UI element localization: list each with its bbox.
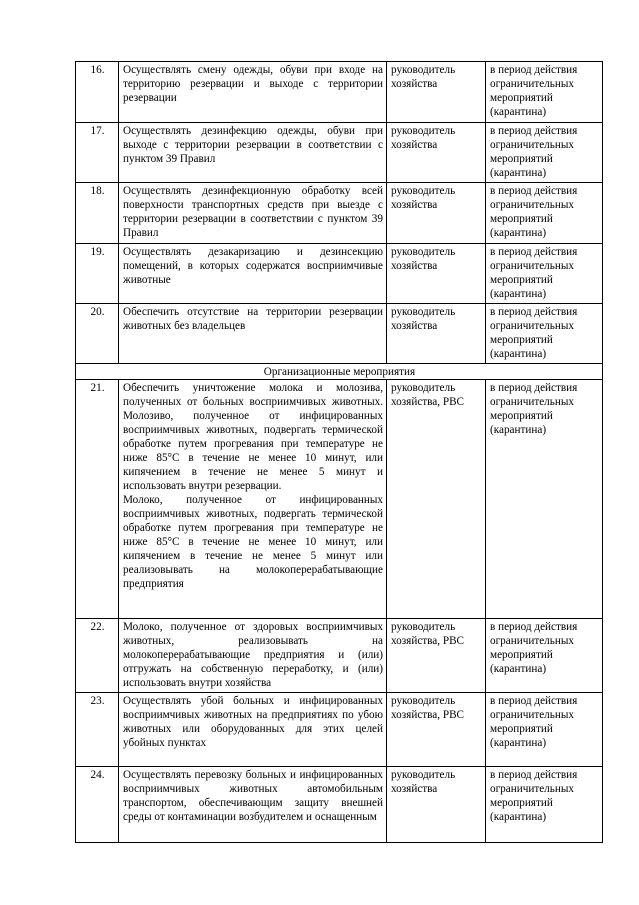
execution-period: в период действия ограничительных мероприятий (карантина)	[486, 693, 603, 767]
row-number: 17.	[76, 123, 119, 183]
measure-description: Обеспечить отсутствие на территории резервации животных без владельцев	[119, 304, 387, 364]
row-number: 22.	[76, 619, 119, 693]
responsible-party: руководитель хозяйства, РВС	[387, 380, 486, 619]
execution-period: в период действия ограничительных мероприятий (карантина)	[486, 767, 603, 843]
execution-period: в период действия ограничительных мероприятий (карантина)	[486, 183, 603, 244]
row-number: 16.	[76, 62, 119, 123]
execution-period: в период действия ограничительных мероприятий (карантина)	[486, 62, 603, 123]
execution-period: в период действия ограничительных мероприятий (карантина)	[486, 123, 603, 183]
measure-description	[119, 380, 387, 619]
table-row	[76, 693, 603, 767]
measure-description: Осуществлять дезинфекционную обработку всей поверхности транспортных средств при выезде с территории резервации в соответствии с пунктом 39 Правил	[119, 183, 387, 244]
table-row	[76, 62, 603, 123]
measure-paragraph-colostrum: Обеспечить уничтожение молока и молозива, полученных от больных восприимчивых животных. Молозиво, полученное от инфицированных восприимчивых животных, подвергать термической обработке путем прогревания при температуре не ниже 85°С в течение не менее 10 минут, или кипячением в течение не менее 5 минут и использовать внутри резервации.	[123, 382, 383, 492]
measure-description: Осуществлять дезинфекцию одежды, обуви при выходе с территории резервации в соответствии с пунктом 39 Правил	[119, 123, 387, 183]
table-row	[76, 123, 603, 183]
row-number: 20.	[76, 304, 119, 364]
row-number: 21.	[76, 380, 119, 619]
section-title: Организационные мероприятия	[76, 364, 603, 380]
measure-paragraph-milk: Молоко, полученное от инфицированных восприимчивых животных, подвергать термической обработке путем прогревания при температуре не ниже 85°С в течение не менее 10 минут, или кипячением в течение не менее 5 минут или реализовывать на молокоперерабатывающие предприятия	[123, 494, 383, 590]
table-row	[76, 619, 603, 693]
responsible-party: руководитель хозяйства, РВС	[387, 619, 486, 693]
execution-period: в период действия ограничительных мероприятий (карантина)	[486, 304, 603, 364]
responsible-party: руководитель хозяйства	[387, 767, 486, 843]
measure-description: Осуществлять перевозку больных и инфицированных восприимчивых животных автомобильным транспортом, обеспечивающим защиту внешней среды от контаминации возбудителем и оснащенным	[119, 767, 387, 843]
responsible-party: руководитель хозяйства	[387, 123, 486, 183]
execution-period: в период действия ограничительных мероприятий (карантина)	[486, 380, 603, 619]
measure-description: Осуществлять убой больных и инфицированных восприимчивых животных на предприятиях по убою животных или оборудованных для этих целей убойных пунктах	[119, 693, 387, 767]
execution-period: в период действия ограничительных мероприятий (карантина)	[486, 244, 603, 304]
row-number: 24.	[76, 767, 119, 843]
measure-description: Осуществлять смену одежды, обуви при входе на территорию резервации и выходе с территории резервации	[119, 62, 387, 123]
responsible-party: руководитель хозяйства	[387, 304, 486, 364]
table-row	[76, 380, 603, 619]
responsible-party: руководитель хозяйства	[387, 244, 486, 304]
measure-description: Осуществлять дезакаризацию и дезинсекцию помещений, в которых содержатся восприимчивые животные	[119, 244, 387, 304]
table-row	[76, 304, 603, 364]
responsible-party: руководитель хозяйства	[387, 62, 486, 123]
table-row	[76, 183, 603, 244]
row-number: 23.	[76, 693, 119, 767]
responsible-party: руководитель хозяйства, РВС	[387, 693, 486, 767]
measure-description: Молоко, полученное от здоровых восприимчивых животных, реализовывать на молокоперерабатывающие предприятия и (или) отгружать на собственную переработку, и (или) использовать внутри хозяйства	[119, 619, 387, 693]
row-number: 19.	[76, 244, 119, 304]
table-row	[76, 244, 603, 304]
row-number: 18.	[76, 183, 119, 244]
execution-period: в период действия ограничительных мероприятий (карантина)	[486, 619, 603, 693]
measures-table	[75, 61, 603, 843]
section-header-row	[76, 364, 603, 380]
table-row	[76, 767, 603, 843]
responsible-party: руководитель хозяйства	[387, 183, 486, 244]
